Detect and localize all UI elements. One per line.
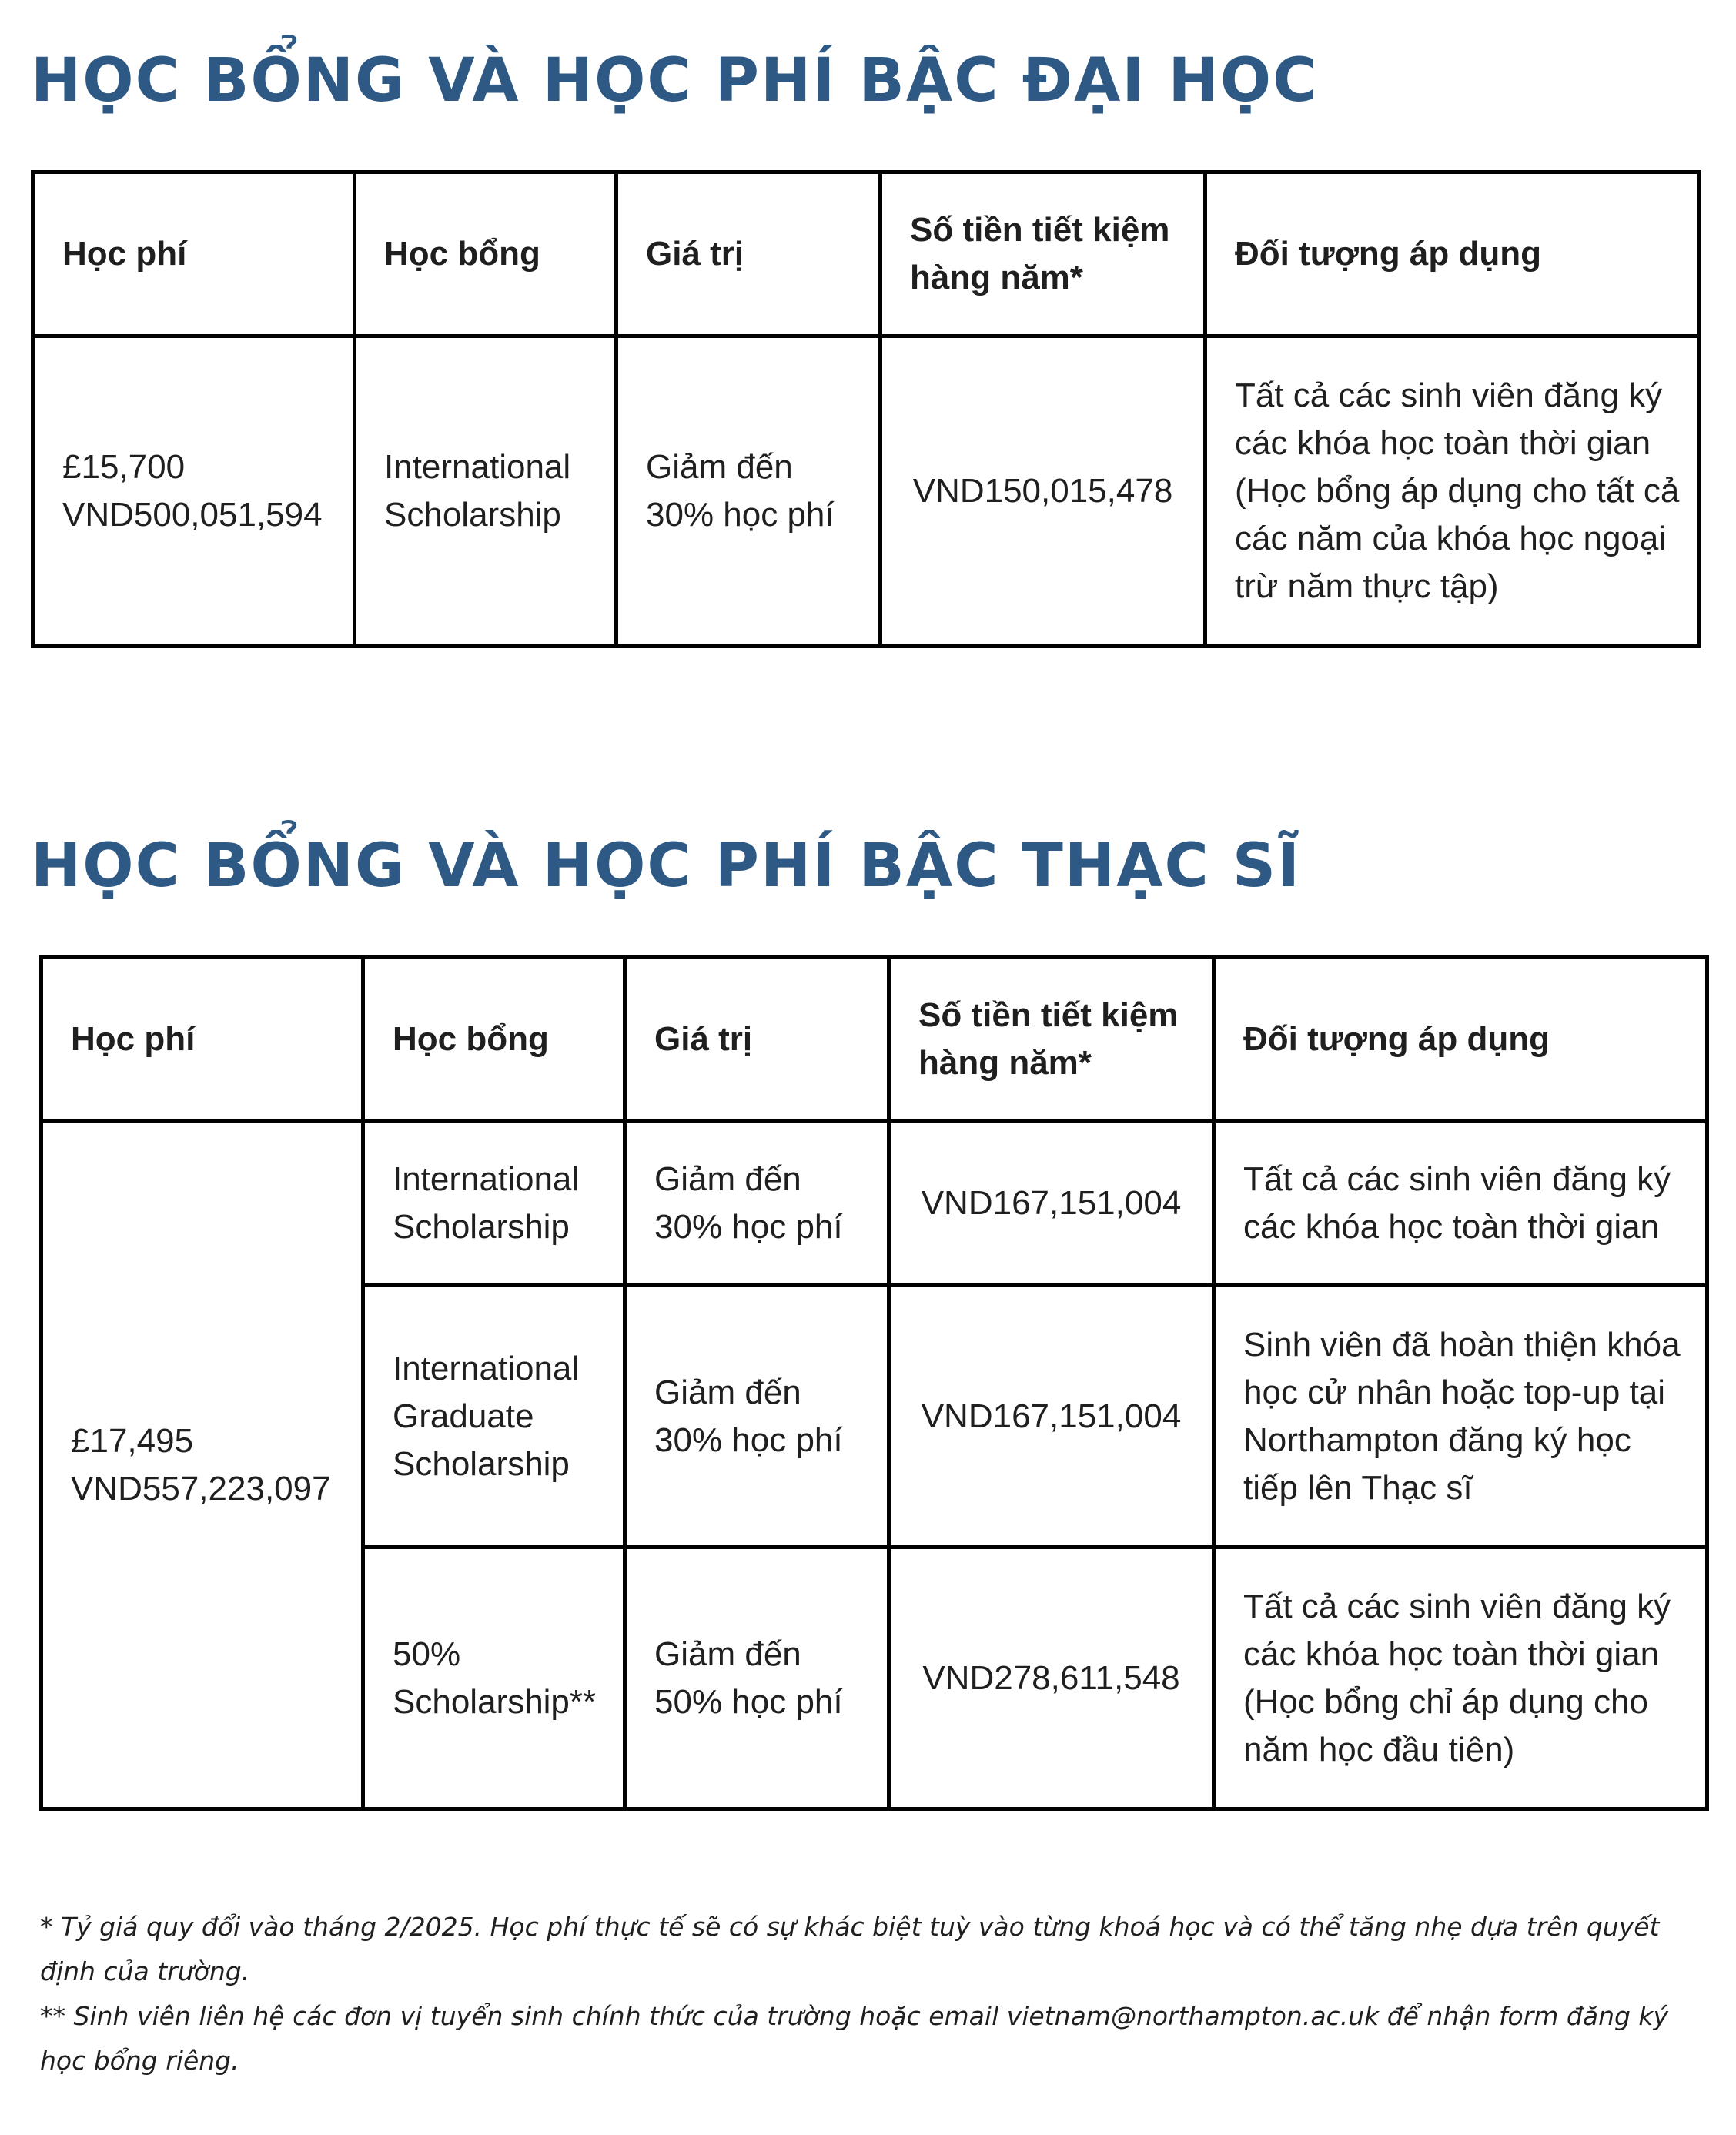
- eligibility-cell: [1214, 1548, 1708, 1809]
- value-cell: [625, 1548, 889, 1809]
- value-line: 30% học phí: [654, 1208, 843, 1246]
- fee-gbp: £15,700: [62, 447, 186, 486]
- savings-cell: VND167,151,004: [889, 1122, 1214, 1286]
- header-savings: [881, 172, 1206, 336]
- scholarship-cell: [363, 1548, 625, 1809]
- fee-cell: [33, 336, 355, 646]
- eligibility-cell: [1214, 1122, 1708, 1286]
- scholarship-line: Graduate: [393, 1397, 534, 1435]
- fee-vnd: VND500,051,594: [62, 495, 323, 534]
- scholarship-line: International: [393, 1349, 580, 1387]
- eligibility-line: học cử nhân hoặc top-up tại: [1243, 1373, 1666, 1411]
- table-row: [42, 1122, 1708, 1286]
- header-value: Giá trị: [625, 958, 889, 1122]
- value-line: 30% học phí: [654, 1421, 843, 1459]
- scholarship-line: Scholarship**: [393, 1682, 597, 1721]
- scholarship-cell: [355, 336, 617, 646]
- eligibility-cell: [1206, 336, 1699, 646]
- postgrad-section-title: HỌC BỔNG VÀ HỌC PHÍ BẬC THẠC SĨ: [31, 832, 1302, 901]
- footnote-scholarship-contact: ** Sinh viên liên hệ các đơn vị tuyển sinh chính thức của trường hoặc email vietnam@northampton.ac.uk để nhận form đăng ký học bổng riêng.: [40, 2001, 1669, 2076]
- scholarship-line: Scholarship: [393, 1208, 570, 1246]
- eligibility-line: các khóa học toàn thời gian: [1235, 423, 1651, 462]
- eligibility-line: trừ năm thực tập): [1235, 567, 1499, 605]
- header-savings: [889, 958, 1214, 1122]
- value-cell: [625, 1286, 889, 1548]
- postgrad-fee-table: [39, 955, 1709, 1811]
- footnote-exchange-rate: * Tỷ giá quy đổi vào tháng 2/2025. Học phí thực tế sẽ có sự khác biệt tuỳ vào từng khoá học và có thể tăng nhẹ dựa trên quyết định của trường.: [40, 1912, 1660, 1986]
- value-line: Giảm đến: [654, 1160, 801, 1198]
- header-savings-line: Số tiền tiết kiệm: [910, 211, 1170, 249]
- eligibility-line: (Học bổng áp dụng cho tất cả: [1235, 471, 1680, 510]
- eligibility-line: các khóa học toàn thời gian: [1243, 1635, 1660, 1673]
- savings-cell: VND150,015,478: [881, 336, 1206, 646]
- eligibility-line: các khóa học toàn thời gian: [1243, 1208, 1660, 1246]
- value-line: Giảm đến: [654, 1635, 801, 1673]
- fee-cell: [42, 1122, 363, 1809]
- value-cell: [617, 336, 881, 646]
- fee-gbp: £17,495: [71, 1422, 194, 1460]
- eligibility-line: các năm của khóa học ngoại: [1235, 519, 1667, 557]
- scholarship-line: International: [384, 447, 571, 486]
- header-fee: Học phí: [33, 172, 355, 336]
- value-line: Giảm đến: [646, 447, 793, 486]
- header-savings-line: hàng năm*: [910, 259, 1083, 296]
- scholarship-cell: [363, 1122, 625, 1286]
- undergrad-fee-table: [31, 170, 1701, 648]
- scholarship-line: 50%: [393, 1635, 461, 1673]
- eligibility-line: năm học đầu tiên): [1243, 1730, 1515, 1769]
- eligibility-line: tiếp lên Thạc sĩ: [1243, 1468, 1473, 1507]
- table-header-row: [42, 958, 1708, 1122]
- scholarship-line: Scholarship: [393, 1444, 570, 1483]
- value-line: 50% học phí: [654, 1682, 843, 1721]
- header-fee: Học phí: [42, 958, 363, 1122]
- scholarship-cell: [363, 1286, 625, 1548]
- eligibility-line: Tất cả các sinh viên đăng ký: [1243, 1587, 1671, 1625]
- value-line: Giảm đến: [654, 1373, 801, 1411]
- savings-cell: VND278,611,548: [889, 1548, 1214, 1809]
- value-cell: [625, 1122, 889, 1286]
- eligibility-line: Tất cả các sinh viên đăng ký: [1243, 1160, 1671, 1198]
- table-header-row: [33, 172, 1699, 336]
- header-scholarship: Học bổng: [355, 172, 617, 336]
- header-savings-line: hàng năm*: [918, 1044, 1092, 1082]
- header-eligibility: Đối tượng áp dụng: [1214, 958, 1708, 1122]
- header-savings-line: Số tiền tiết kiệm: [918, 996, 1179, 1034]
- eligibility-cell: [1214, 1286, 1708, 1548]
- header-eligibility: Đối tượng áp dụng: [1206, 172, 1699, 336]
- fee-vnd: VND557,223,097: [71, 1470, 331, 1508]
- savings-cell: VND167,151,004: [889, 1286, 1214, 1548]
- eligibility-line: (Học bổng chỉ áp dụng cho: [1243, 1682, 1648, 1721]
- scholarship-line: International: [393, 1160, 580, 1198]
- value-line: 30% học phí: [646, 495, 835, 534]
- header-scholarship: Học bổng: [363, 958, 625, 1122]
- eligibility-line: Tất cả các sinh viên đăng ký: [1235, 376, 1663, 414]
- table-row: [33, 336, 1699, 646]
- undergrad-section-title: HỌC BỔNG VÀ HỌC PHÍ BẬC ĐẠI HỌC: [31, 46, 1319, 115]
- eligibility-line: Northampton đăng ký học: [1243, 1421, 1631, 1459]
- scholarship-line: Scholarship: [384, 495, 561, 534]
- header-value: Giá trị: [617, 172, 881, 336]
- eligibility-line: Sinh viên đã hoàn thiện khóa: [1243, 1325, 1681, 1364]
